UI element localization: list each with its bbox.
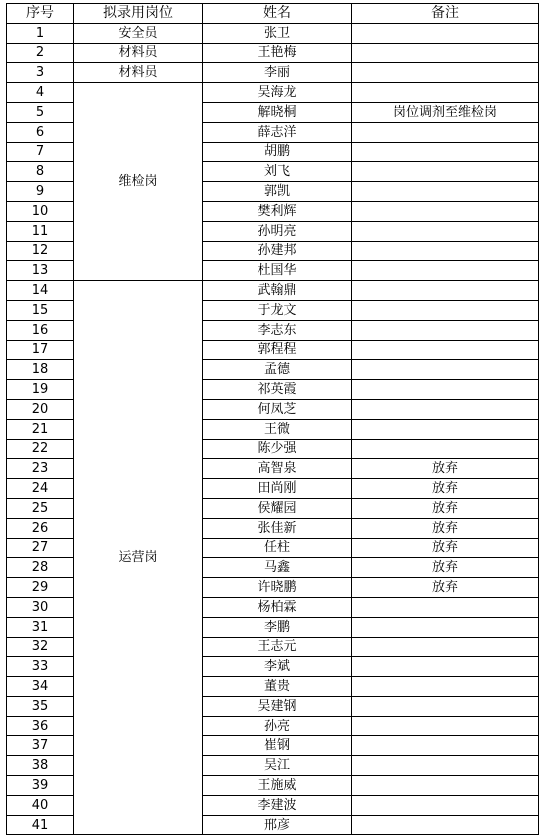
name-cell: 于龙文 [203, 300, 352, 320]
remarks-cell [352, 380, 539, 400]
table-header [7, 4, 539, 24]
serial-cell: 12 [7, 241, 74, 261]
remarks-cell [352, 300, 539, 320]
serial-cell: 2 [7, 43, 74, 63]
remarks-cell [352, 657, 539, 677]
remarks-cell [352, 716, 539, 736]
name-cell: 王志元 [203, 637, 352, 657]
name-cell: 邢彦 [203, 815, 352, 835]
serial-cell: 30 [7, 597, 74, 617]
table-row [7, 281, 539, 301]
name-cell: 张卫 [203, 23, 352, 43]
remarks-cell [352, 617, 539, 637]
serial-cell: 13 [7, 261, 74, 281]
serial-cell: 6 [7, 122, 74, 142]
header-row [7, 4, 539, 24]
name-cell: 王艳梅 [203, 43, 352, 63]
remarks-cell [352, 201, 539, 221]
serial-cell: 29 [7, 578, 74, 598]
remarks-cell [352, 399, 539, 419]
serial-cell: 28 [7, 558, 74, 578]
header-position: 拟录用岗位 [74, 4, 203, 24]
name-cell: 李丽 [203, 63, 352, 83]
name-cell: 王施威 [203, 776, 352, 796]
name-cell: 杨柏霖 [203, 597, 352, 617]
table-row [7, 83, 539, 103]
remarks-cell [352, 419, 539, 439]
name-cell: 孟德 [203, 360, 352, 380]
remarks-cell [352, 241, 539, 261]
table-row [7, 23, 539, 43]
remarks-cell [352, 439, 539, 459]
remarks-cell [352, 360, 539, 380]
name-cell: 高智泉 [203, 459, 352, 479]
remarks-cell [352, 63, 539, 83]
name-cell: 崔钢 [203, 736, 352, 756]
name-cell: 孙亮 [203, 716, 352, 736]
serial-cell: 9 [7, 182, 74, 202]
serial-cell: 40 [7, 795, 74, 815]
name-cell: 吴建钢 [203, 696, 352, 716]
name-cell: 任柱 [203, 538, 352, 558]
table-body [7, 23, 539, 835]
remarks-cell [352, 182, 539, 202]
remarks-cell [352, 83, 539, 103]
serial-cell: 3 [7, 63, 74, 83]
name-cell: 解晓桐 [203, 102, 352, 122]
serial-cell: 1 [7, 23, 74, 43]
remarks-cell [352, 261, 539, 281]
remarks-cell [352, 756, 539, 776]
header-name: 姓名 [203, 4, 352, 24]
name-cell: 祁英霞 [203, 380, 352, 400]
remarks-cell [352, 696, 539, 716]
name-cell: 许晓鹏 [203, 578, 352, 598]
serial-cell: 4 [7, 83, 74, 103]
position-cell: 材料员 [74, 63, 203, 83]
table-row [7, 43, 539, 63]
name-cell: 陈少强 [203, 439, 352, 459]
name-cell: 马鑫 [203, 558, 352, 578]
remarks-cell [352, 340, 539, 360]
serial-cell: 20 [7, 399, 74, 419]
serial-cell: 37 [7, 736, 74, 756]
remarks-cell [352, 736, 539, 756]
name-cell: 吴海龙 [203, 83, 352, 103]
name-cell: 王微 [203, 419, 352, 439]
serial-cell: 10 [7, 201, 74, 221]
serial-cell: 21 [7, 419, 74, 439]
serial-cell: 35 [7, 696, 74, 716]
name-cell: 刘飞 [203, 162, 352, 182]
remarks-cell [352, 162, 539, 182]
name-cell: 侯耀园 [203, 498, 352, 518]
name-cell: 胡鹏 [203, 142, 352, 162]
serial-cell: 27 [7, 538, 74, 558]
remarks-cell [352, 320, 539, 340]
serial-cell: 33 [7, 657, 74, 677]
remarks-cell [352, 597, 539, 617]
name-cell: 张佳新 [203, 518, 352, 538]
remarks-cell: 放弃 [352, 459, 539, 479]
name-cell: 杜国华 [203, 261, 352, 281]
serial-cell: 16 [7, 320, 74, 340]
serial-cell: 8 [7, 162, 74, 182]
serial-cell: 15 [7, 300, 74, 320]
name-cell: 孙明亮 [203, 221, 352, 241]
remarks-cell: 放弃 [352, 479, 539, 499]
remarks-cell [352, 677, 539, 697]
serial-cell: 34 [7, 677, 74, 697]
serial-cell: 24 [7, 479, 74, 499]
roster-table [6, 3, 539, 835]
serial-cell: 5 [7, 102, 74, 122]
name-cell: 董贵 [203, 677, 352, 697]
position-cell: 维检岗 [74, 83, 203, 281]
name-cell: 武翰鼎 [203, 281, 352, 301]
serial-cell: 23 [7, 459, 74, 479]
remarks-cell [352, 43, 539, 63]
remarks-cell [352, 637, 539, 657]
remarks-cell [352, 281, 539, 301]
serial-cell: 38 [7, 756, 74, 776]
serial-cell: 18 [7, 360, 74, 380]
table-row [7, 63, 539, 83]
serial-cell: 19 [7, 380, 74, 400]
serial-cell: 41 [7, 815, 74, 835]
name-cell: 李斌 [203, 657, 352, 677]
position-cell: 安全员 [74, 23, 203, 43]
remarks-cell [352, 23, 539, 43]
name-cell: 田尚刚 [203, 479, 352, 499]
serial-cell: 26 [7, 518, 74, 538]
name-cell: 吴江 [203, 756, 352, 776]
serial-cell: 39 [7, 776, 74, 796]
remarks-cell: 岗位调剂至维检岗 [352, 102, 539, 122]
name-cell: 薛志洋 [203, 122, 352, 142]
serial-cell: 25 [7, 498, 74, 518]
serial-cell: 7 [7, 142, 74, 162]
remarks-cell [352, 815, 539, 835]
remarks-cell: 放弃 [352, 518, 539, 538]
serial-cell: 17 [7, 340, 74, 360]
remarks-cell: 放弃 [352, 558, 539, 578]
name-cell: 何凤芝 [203, 399, 352, 419]
serial-cell: 32 [7, 637, 74, 657]
position-cell: 材料员 [74, 43, 203, 63]
remarks-cell: 放弃 [352, 498, 539, 518]
serial-cell: 36 [7, 716, 74, 736]
name-cell: 郭凯 [203, 182, 352, 202]
name-cell: 李志东 [203, 320, 352, 340]
remarks-cell [352, 776, 539, 796]
remarks-cell [352, 122, 539, 142]
name-cell: 李鹏 [203, 617, 352, 637]
serial-cell: 31 [7, 617, 74, 637]
position-cell: 运营岗 [74, 281, 203, 835]
name-cell: 郭程程 [203, 340, 352, 360]
name-cell: 樊利辉 [203, 201, 352, 221]
serial-cell: 22 [7, 439, 74, 459]
serial-cell: 11 [7, 221, 74, 241]
remarks-cell [352, 795, 539, 815]
header-remarks: 备注 [352, 4, 539, 24]
remarks-cell [352, 221, 539, 241]
serial-cell: 14 [7, 281, 74, 301]
remarks-cell: 放弃 [352, 578, 539, 598]
name-cell: 孙建邦 [203, 241, 352, 261]
name-cell: 李建波 [203, 795, 352, 815]
remarks-cell [352, 142, 539, 162]
remarks-cell: 放弃 [352, 538, 539, 558]
header-serial: 序号 [7, 4, 74, 24]
